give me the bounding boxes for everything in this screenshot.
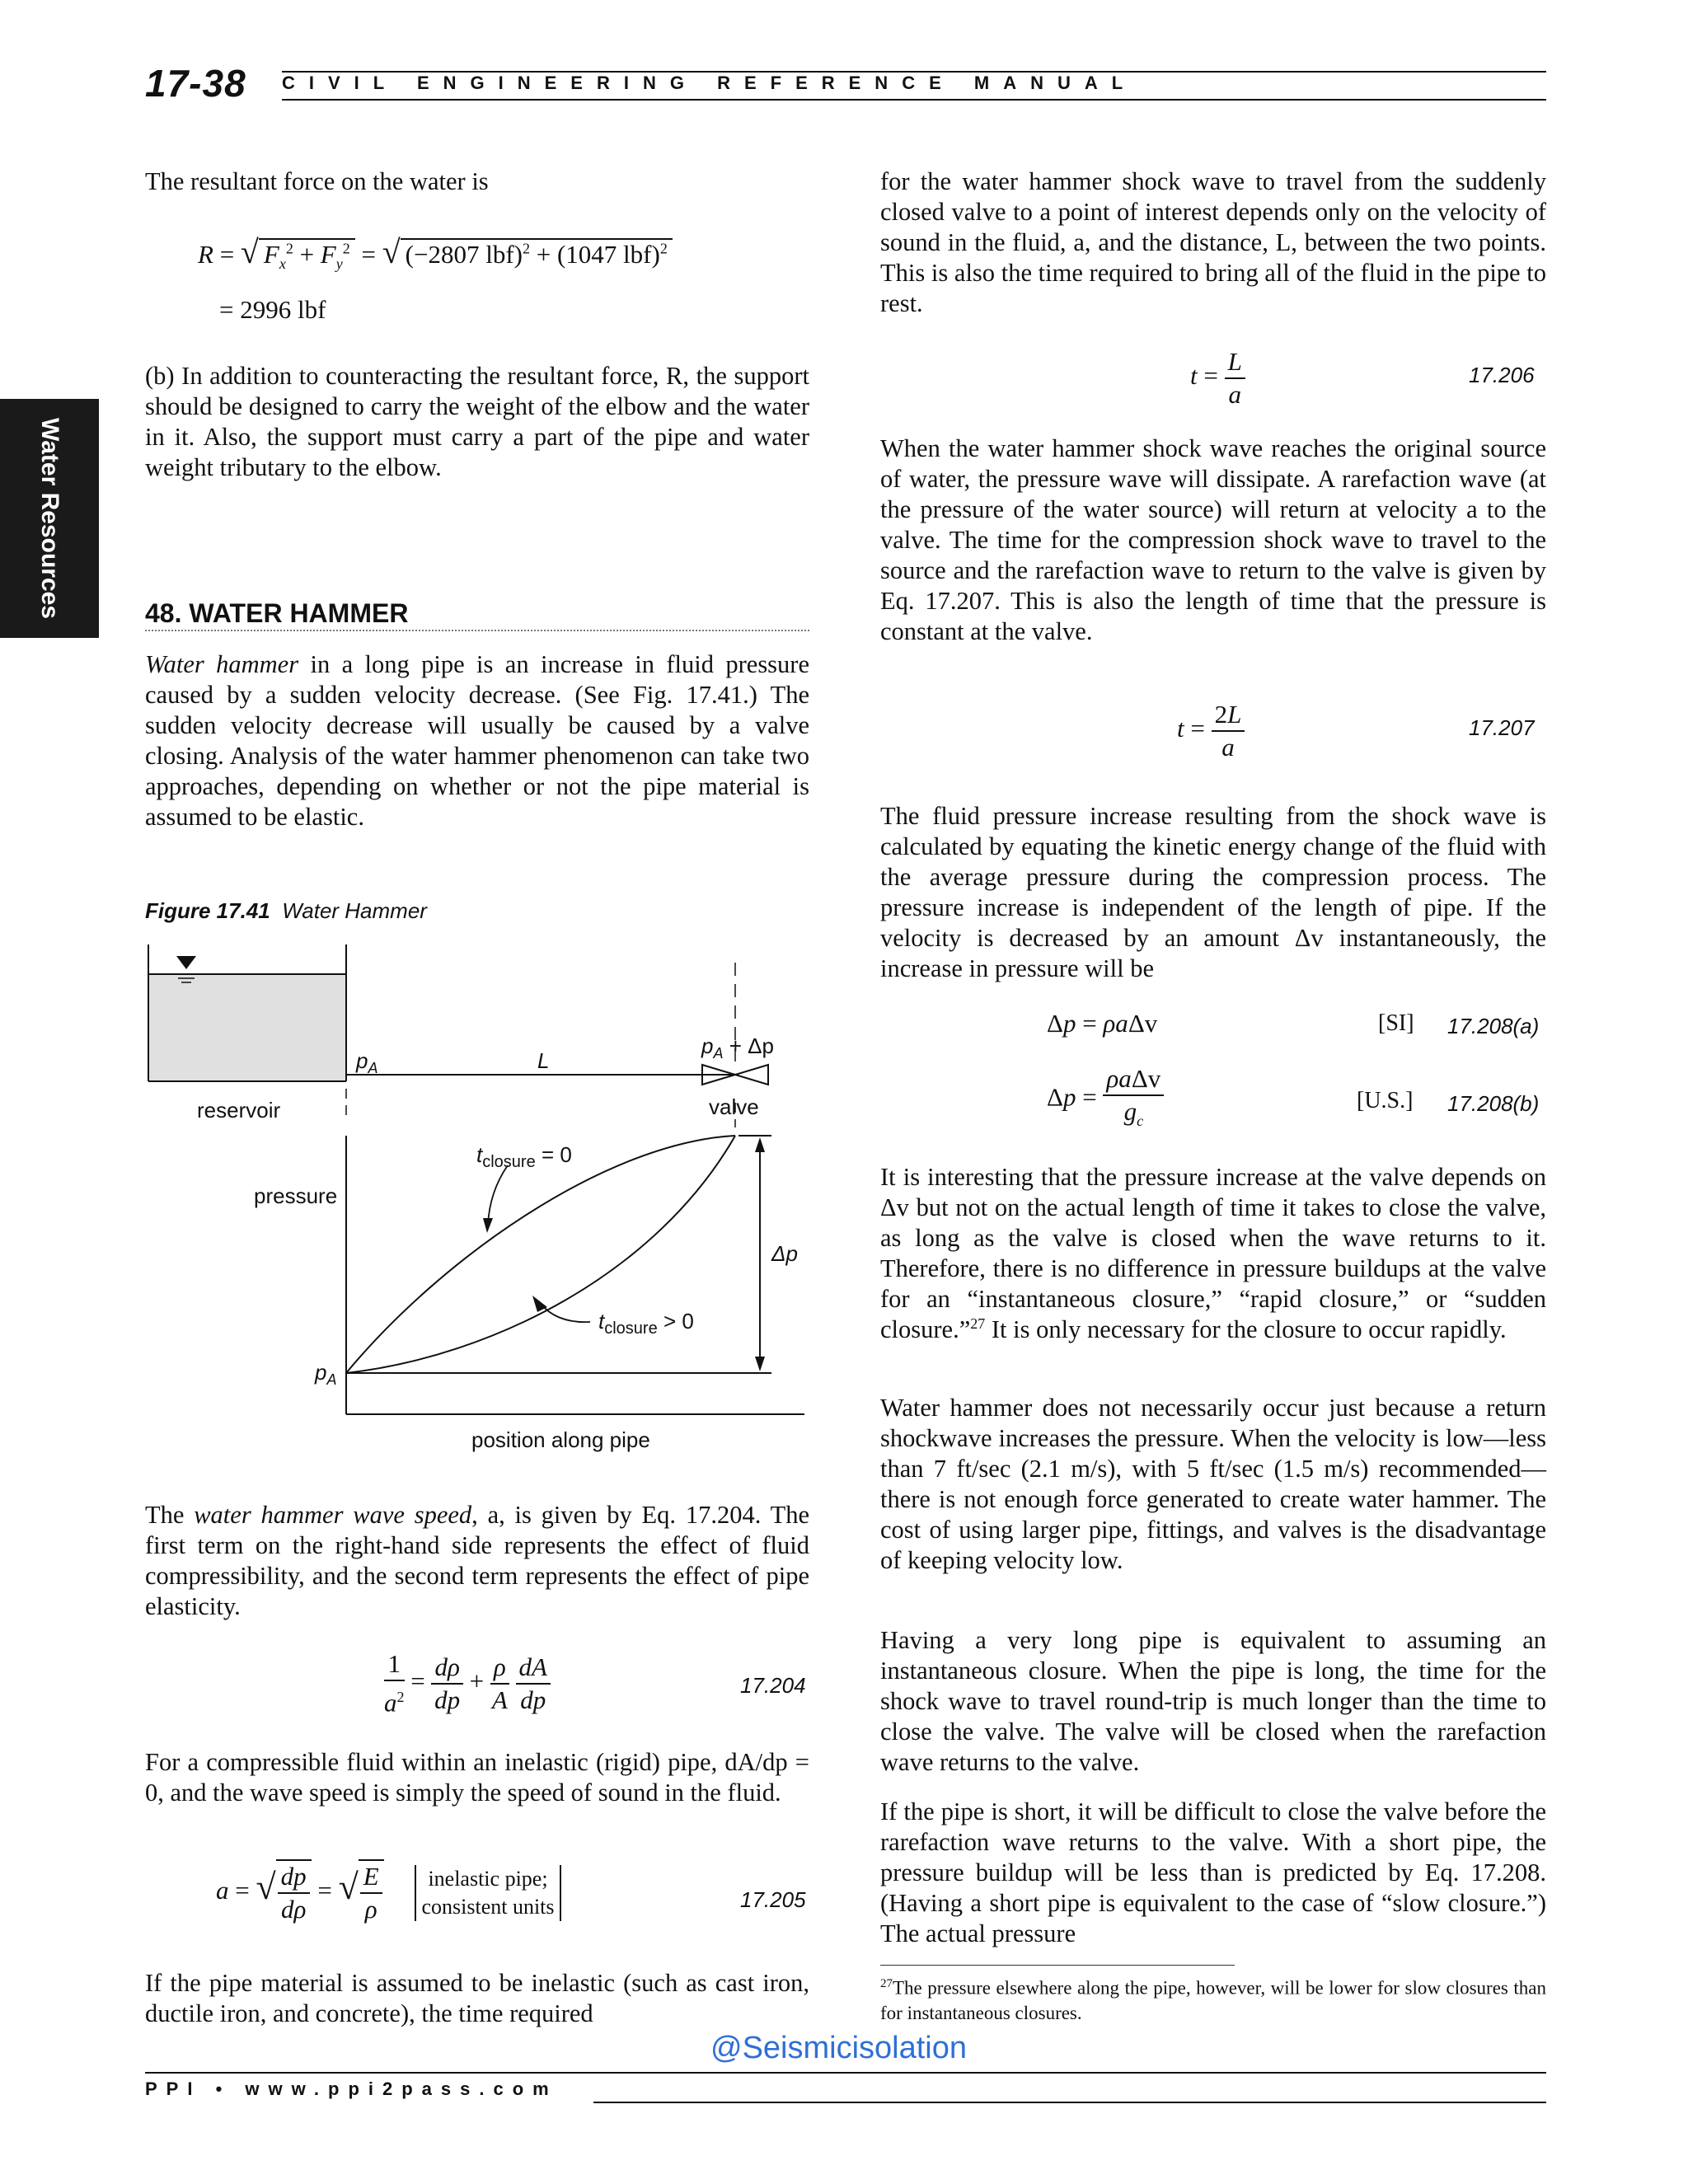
footnote-divider [880, 1965, 1235, 1966]
label-position: position along pipe [471, 1427, 650, 1452]
right-paragraph-2 [880, 434, 1546, 647]
term-water-hammer: Water hammer [145, 650, 299, 678]
text: , a, is given by Eq. 17.204. The first term on the right-hand side represents the effect of fluid compressibility, and the second term represents the effect of pipe elasticity. [145, 1501, 809, 1620]
equation-note-2: consistent units [421, 1895, 555, 1919]
label-pA-graph: $p_A$ [315, 1360, 337, 1388]
equation-17-205: a = √ $\frac{dp}{d\rho}$ = √ $\frac{E}{\rho}$ inelastic pipe; consistent units [216, 1859, 561, 1925]
left-paragraph-1 [145, 166, 809, 197]
side-tab-label: Water Resources [36, 418, 63, 619]
footnote-text: The pressure elsewhere along the pipe, however, will be lower for slow closures than for instantaneous closures. [880, 1977, 1546, 2023]
section-side-tab [0, 399, 99, 638]
reservoir-water [148, 974, 346, 1081]
left-paragraph-2 [145, 361, 809, 483]
water-level-icon [176, 956, 196, 969]
figure-caption [145, 898, 427, 924]
curve-gradual-closure [346, 1136, 735, 1373]
curve-instant-closure [346, 1136, 735, 1373]
text: (b) In addition to counteracting the resultant force, R, the support should be designed to carry the weight of the elbow and the water in it. Also, the support must carry a part of the pipe and water weight tributary to the elbow. [145, 362, 809, 481]
equation-number-17-205: 17.205 [740, 1887, 806, 1912]
figure-label: Figure 17.41 [145, 898, 270, 923]
right-paragraph-7 [880, 1797, 1546, 1949]
label-delta-p: Δp [771, 1241, 798, 1266]
right-paragraph-3 [880, 801, 1546, 984]
page-number: 17-38 [145, 62, 246, 105]
text: When the water hammer shock wave reaches the original source of water, the pressure wave will dissipate. A rarefaction wave (at the pressure of the water source) will return at velocity a to the valve. The time for the compression shock wave to travel to the source and the rarefaction wave to return to the valve is given by Eq. 17.207. This is also the length of time that the pressure is constant at the valve. [880, 434, 1546, 645]
equation-17-208a: Δp = ρaΔv [1047, 1009, 1158, 1038]
equation-tag-us: [U.S.] [1357, 1088, 1414, 1113]
equation-number-17-206: 17.206 [1469, 363, 1535, 387]
term-wave-speed: water hammer wave speed [194, 1501, 472, 1529]
right-paragraph-6 [880, 1625, 1546, 1778]
footer-rule-bottom [593, 2102, 1546, 2103]
label-reservoir: reservoir [197, 1098, 281, 1122]
equation-tag-si: [SI] [1378, 1010, 1414, 1036]
text: The [145, 1501, 195, 1529]
watermark: @Seismicisolation [710, 2031, 968, 2065]
equation-17-204: $\frac{1}{a^2}$ = $\frac{d\rho}{dp}$ + $\frac{\rho}{A}$ $\frac{dA}{dp}$ [384, 1648, 551, 1718]
left-paragraph-4 [145, 1500, 809, 1622]
label-pressure: pressure [254, 1183, 338, 1208]
equation-resultant-value: = 2996 lbf [219, 295, 326, 324]
footer-rule-top [145, 2072, 1546, 2074]
right-paragraph-5 [880, 1393, 1546, 1576]
label-L: L [537, 1048, 550, 1073]
text: If the pipe is short, it will be difficult to close the valve before the rarefaction wave returns to the valve. With a short pipe, the pressure buildup will be less than is predicted by Eq. 17.208. (Having a short pipe is equivalent to the case of “slow closure.”) The actual pressure [880, 1797, 1546, 1947]
left-paragraph-5 [145, 1747, 809, 1808]
equation-resultant: R = √ $F_x^2 + F_y^2$ = √ (−2807 lbf)$^2$ + (1047 lbf)$^2$ [198, 232, 673, 273]
label-pA-top: $p_A$ [356, 1048, 378, 1076]
text: If the pipe material is assumed to be inelastic (such as cast iron, ductile iron, and concrete), the time required [145, 1969, 809, 2027]
text: Water hammer does not necessarily occur just because a return shockwave increases the pressure. When the velocity is low—less than 7 ft/sec (2.1 m/s), with 5 ft/sec (1.5 m/s) recommended—there is not enough force generated to create water hammer. The cost of using larger pipe, fittings, and valves is the disadvantage of keeping velocity low. [880, 1394, 1546, 1574]
equation-number-17-208b: 17.208(b) [1447, 1091, 1540, 1116]
text: Having a very long pipe is equivalent to assuming an instantaneous closure. When the pipe is long, the time for the shock wave to travel round-trip is much longer than the time to close the valve. The valve will be closed when the rarefaction wave returns to the valve. [880, 1626, 1546, 1776]
text: It is interesting that the pressure increase at the valve depends on Δv but not on the actual length of time it takes to close the valve, as long as the valve is closed when the wave returns to it. Therefore, there is no difference in pressure buildups at the valve for an “instantaneous closure,” “rapid closure,” or “sudden closure.” [880, 1163, 1546, 1343]
label-tclosure-zero: $t_{closure} = 0$ [476, 1142, 572, 1171]
figure-title: Water Hammer [282, 898, 427, 923]
text: The fluid pressure increase resulting from the shock wave is calculated by equating the kinetic energy change of the fluid with the average pressure during the compression process. The pressure increase is independent of the length of pipe. If the velocity is decreased by an amount Δv instantaneously, the increase in pressure will be [880, 802, 1546, 982]
text: It is only necessary for the closure to occur rapidly. [985, 1315, 1507, 1343]
equation-number-17-204: 17.204 [740, 1673, 806, 1698]
manual-title: CIVIL ENGINEERING REFERENCE MANUAL [282, 73, 1137, 93]
footnote [880, 1971, 1546, 2026]
text: The resultant force on the water is [145, 167, 489, 195]
section-divider [145, 630, 809, 631]
equation-17-208b: Δp = $\frac{\text{ρaΔv}}{g_c}$ [1047, 1063, 1164, 1137]
right-paragraph-1 [880, 166, 1546, 319]
text: in a long pipe is an increase in fluid pressure caused by a sudden velocity decrease. (See Fig. 17.41.) The sudden velocity decrease will usually be caused by a valve closing. Analysis of the water hammer phenomenon can take two approaches, depending on whether or not the pipe material is assumed to be elastic. [145, 650, 809, 831]
footnote-number: 27 [880, 1977, 893, 1990]
header-rule-bottom [282, 99, 1546, 101]
equation-17-207: t = $\frac{2L}{a}$ [1177, 699, 1245, 763]
label-tclosure-positive: $t_{closure} > 0$ [598, 1309, 694, 1338]
water-hammer-figure [145, 944, 821, 1452]
equation-number-17-207: 17.207 [1469, 715, 1535, 740]
equation-17-206: t = $\frac{L}{a}$ [1190, 346, 1245, 410]
equation-note-1: inelastic pipe; [428, 1867, 548, 1891]
equation-number-17-208a: 17.208(a) [1447, 1014, 1540, 1038]
label-valve: valve [709, 1094, 759, 1119]
text: For a compressible fluid within an inelastic (rigid) pipe, dA/dp = 0, and the wave speed is simply the speed of sound in the fluid. [145, 1748, 809, 1807]
text: for the water hammer shock wave to travel from the suddenly closed valve to a point of interest depends only on the velocity of sound in the fluid, a, and the distance, L, between the two points. This is also the time required to bring all of the fluid in the pipe to rest. [880, 167, 1546, 317]
label-pA-plus-dp: $p_A + \Delta p$ [701, 1033, 774, 1062]
left-paragraph-3 [145, 649, 809, 832]
footnote-ref[interactable]: 27 [970, 1315, 986, 1332]
left-paragraph-6 [145, 1968, 809, 2029]
section-title: 48. WATER HAMMER [145, 598, 409, 628]
footer-publisher[interactable]: PPI • www.ppi2pass.com [145, 2079, 558, 2099]
right-paragraph-4 [880, 1162, 1546, 1345]
